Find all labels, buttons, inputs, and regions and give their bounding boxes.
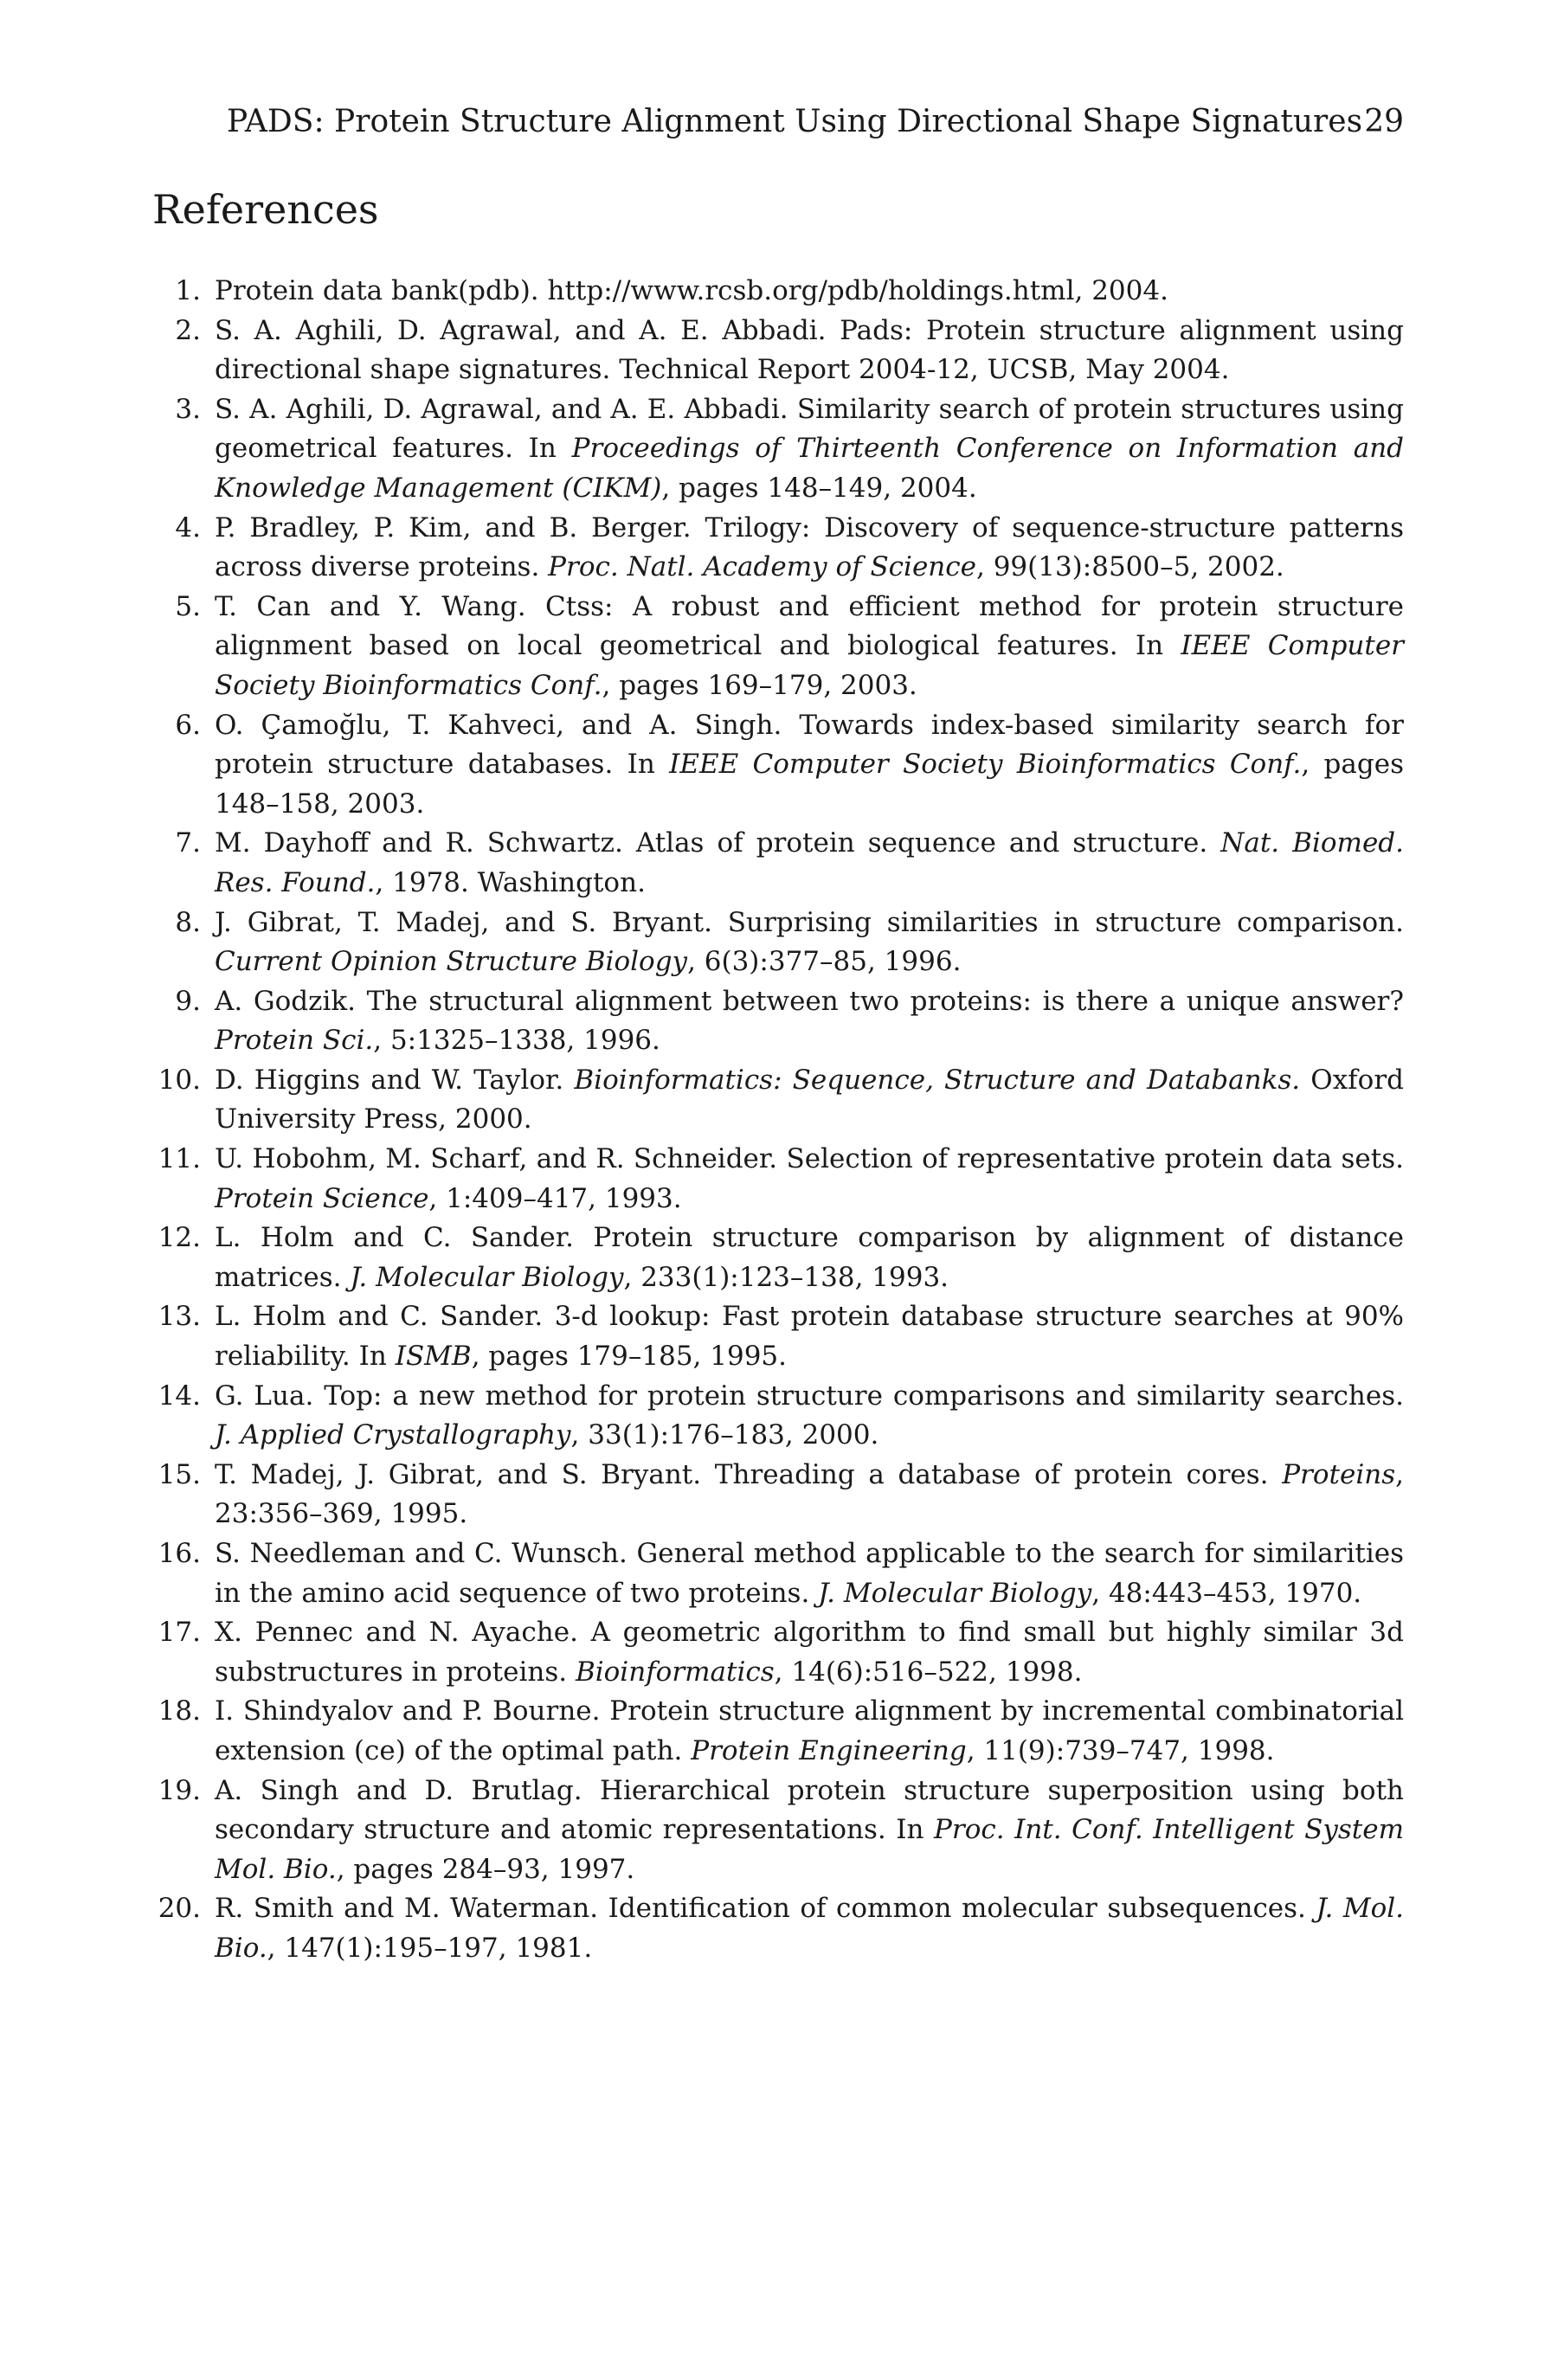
reference-number: 11. [158, 1143, 201, 1175]
reference-number: 13. [158, 1301, 201, 1333]
reference-segment: , 147(1):195–197, 1981. [267, 1932, 593, 1964]
reference-item [152, 1456, 1404, 1534]
reference-text [215, 1772, 1404, 1890]
reference-item [152, 706, 1404, 825]
reference-segment: J. Gibrat, T. Madej, and S. Bryant. Surprising similarities in structure comparison. [215, 906, 1404, 938]
reference-text [215, 982, 1404, 1061]
reference-text [215, 1456, 1404, 1534]
reference-number: 16. [158, 1538, 201, 1569]
reference-venue: Proc. Natl. Academy of Science [548, 551, 976, 583]
reference-segment: , pages 179–185, 1995. [471, 1341, 787, 1373]
reference-number: 7. [175, 827, 201, 859]
reference-item [152, 1061, 1404, 1140]
reference-segment: U. Hobohm, M. Scharf, and R. Schneider. Selection of representative protein data sets. [215, 1143, 1404, 1175]
reference-segment: , 1:409–417, 1993. [428, 1182, 682, 1214]
reference-number: 12. [158, 1222, 201, 1254]
reference-item [152, 272, 1404, 312]
reference-segment: Protein data bank(pdb). http://www.rcsb.org/pdb/holdings.html, 2004. [215, 275, 1168, 306]
reference-number: 2. [175, 314, 201, 346]
reference-text [215, 509, 1404, 588]
reference-segment: S. Needleman and C. Wunsch. General method applicable to the search for similarities in the amino acid sequence of two proteins. [215, 1538, 1404, 1609]
reference-number: 8. [175, 906, 201, 938]
reference-segment: O. Çamoğlu, T. Kahveci, and A. Singh. Towards index-based similarity search for protein structure databases. In [215, 709, 1404, 781]
reference-text [215, 588, 1404, 706]
reference-segment: T. Can and Y. Wang. Ctss: A robust and efficient method for protein structure alignment based on local geometrical and biological features. In [215, 590, 1404, 662]
reference-item [152, 1692, 1404, 1771]
running-title: PADS: Protein Structure Alignment Using Directional Shape Signatures [227, 104, 1363, 139]
reference-item [152, 1140, 1404, 1219]
reference-number: 19. [158, 1774, 201, 1806]
reference-number: 17. [158, 1617, 201, 1649]
reference-text [215, 824, 1404, 903]
reference-segment: , pages 169–179, 2003. [602, 669, 917, 701]
reference-segment: D. Higgins and W. Taylor. [215, 1064, 575, 1096]
reference-number: 4. [175, 511, 201, 544]
reference-text [215, 706, 1404, 825]
reference-venue: Protein Science [215, 1182, 429, 1214]
reference-segment: A. Singh and D. Brutlag. Hierarchical protein structure superposition using both secondary structure and atomic representations. In [215, 1774, 1404, 1846]
reference-segment: G. Lua. Top: a new method for protein structure comparisons and similarity searches. [215, 1380, 1404, 1412]
section-title: References [152, 186, 379, 233]
reference-item [152, 904, 1404, 982]
reference-item [152, 390, 1404, 509]
reference-segment: A. Godzik. The structural alignment between two proteins: is there a unique answer? [215, 985, 1404, 1017]
reference-number: 1. [175, 275, 201, 306]
reference-text [215, 312, 1404, 390]
reference-item [152, 588, 1404, 706]
reference-item [152, 1297, 1404, 1376]
reference-venue: Protein Engineering [691, 1734, 967, 1766]
reference-segment: , 48:443–453, 1970. [1091, 1577, 1362, 1609]
reference-segment: Oxford University Press, 2000. [215, 1064, 1404, 1135]
reference-text [215, 1061, 1404, 1140]
reference-segment: , 33(1):176–183, 2000. [570, 1419, 879, 1451]
reference-venue: Bioinformatics: Sequence, Structure and Databanks. [574, 1064, 1301, 1096]
reference-segment: , 23:356–369, 1995. [215, 1458, 1404, 1530]
reference-item [152, 312, 1404, 390]
reference-segment: , 5:1325–1338, 1996. [373, 1025, 660, 1057]
reference-segment: I. Shindyalov and P. Bourne. Protein structure alignment by incremental combinatorial extension (ce) of the optimal path. [215, 1695, 1404, 1766]
reference-item [152, 509, 1404, 588]
reference-item [152, 1377, 1404, 1456]
reference-item [152, 982, 1404, 1061]
reference-item [152, 1534, 1404, 1613]
reference-segment: , 11(9):739–747, 1998. [966, 1734, 1275, 1766]
reference-text [215, 1297, 1404, 1376]
reference-venue: IEEE Computer Society Bioinformatics Conf. [669, 749, 1302, 781]
reference-venue: J. Molecular Biology [818, 1577, 1092, 1609]
reference-number: 18. [158, 1695, 201, 1727]
reference-venue: Current Opinion Structure Biology [215, 946, 688, 978]
reference-venue: Proceedings of Thirteenth Conference on Information and Knowledge Management (CIKM) [215, 433, 1404, 504]
reference-number: 5. [175, 590, 201, 622]
reference-segment: , pages 284–93, 1997. [336, 1853, 635, 1885]
reference-number: 14. [158, 1380, 201, 1412]
reference-segment: , 14(6):516–522, 1998. [774, 1656, 1083, 1688]
reference-item [152, 824, 1404, 903]
reference-number: 15. [158, 1458, 201, 1490]
reference-segment: , 1978. Washington. [375, 866, 646, 898]
page-number: 29 [1364, 104, 1404, 139]
reference-venue: J. Applied Crystallography [215, 1419, 571, 1451]
reference-text [215, 390, 1404, 509]
reference-venue: Bioinformatics [575, 1656, 775, 1688]
reference-text [215, 1377, 1404, 1456]
reference-segment: , 233(1):123–138, 1993. [623, 1261, 949, 1293]
reference-venue: Nat. Biomed. Res. Found. [215, 827, 1404, 898]
reference-item [152, 1219, 1404, 1297]
reference-text [215, 1219, 1404, 1297]
reference-segment: , 6(3):377–85, 1996. [687, 946, 962, 978]
reference-segment: , 99(13):8500–5, 2002. [975, 551, 1284, 583]
reference-segment: R. Smith and M. Waterman. Identification of common molecular subsequences. [215, 1893, 1316, 1925]
reference-text [215, 1140, 1404, 1219]
reference-text [215, 1613, 1404, 1692]
reference-segment: X. Pennec and N. Ayache. A geometric algorithm to find small but highly similar 3d substructures in proteins. [215, 1617, 1404, 1688]
reference-number: 6. [175, 709, 201, 741]
reference-number: 20. [158, 1893, 201, 1925]
reference-venue: Proteins [1282, 1458, 1396, 1490]
reference-text [215, 272, 1404, 312]
reference-segment: L. Holm and C. Sander. 3-d lookup: Fast protein database structure searches at 90% reliability. In [215, 1301, 1404, 1373]
reference-text [215, 1692, 1404, 1771]
reference-item [152, 1772, 1404, 1890]
reference-list [152, 272, 1404, 1969]
reference-segment: S. A. Aghili, D. Agrawal, and A. E. Abbadi. Similarity search of protein structures using geometrical features. In [215, 393, 1404, 465]
reference-segment: , pages 148–149, 2004. [661, 472, 977, 504]
reference-segment: M. Dayhoff and R. Schwartz. Atlas of protein sequence and structure. [215, 827, 1221, 859]
reference-venue: ISMB [395, 1341, 472, 1373]
reference-venue: J. Mol. Bio. [215, 1893, 1404, 1964]
running-head [227, 100, 1404, 144]
reference-text [215, 904, 1404, 982]
reference-venue: Protein Sci. [215, 1025, 374, 1057]
reference-text [215, 1534, 1404, 1613]
reference-venue: Proc. Int. Conf. Intelligent System Mol. Bio. [215, 1814, 1404, 1885]
reference-text [215, 1889, 1404, 1968]
reference-segment: L. Holm and C. Sander. Protein structure comparison by alignment of distance matrices. [215, 1222, 1404, 1293]
reference-segment: P. Bradley, P. Kim, and B. Berger. Trilogy: Discovery of sequence-structure patterns across diverse proteins. [215, 511, 1404, 583]
reference-item [152, 1889, 1404, 1968]
reference-number: 9. [175, 985, 201, 1017]
reference-number: 3. [175, 393, 201, 425]
reference-number: 10. [158, 1064, 201, 1096]
reference-venue: J. Molecular Biology [350, 1261, 624, 1293]
reference-item [152, 1613, 1404, 1692]
reference-segment: T. Madej, J. Gibrat, and S. Bryant. Threading a database of protein cores. [215, 1458, 1283, 1490]
reference-segment: S. A. Aghili, D. Agrawal, and A. E. Abbadi. Pads: Protein structure alignment using directional shape signatures. Technical Report 2004-12, UCSB, May 2004. [215, 314, 1404, 386]
reference-segment: , pages 148–158, 2003. [215, 749, 1404, 820]
reference-venue: IEEE Computer Society Bioinformatics Conf. [215, 630, 1404, 701]
